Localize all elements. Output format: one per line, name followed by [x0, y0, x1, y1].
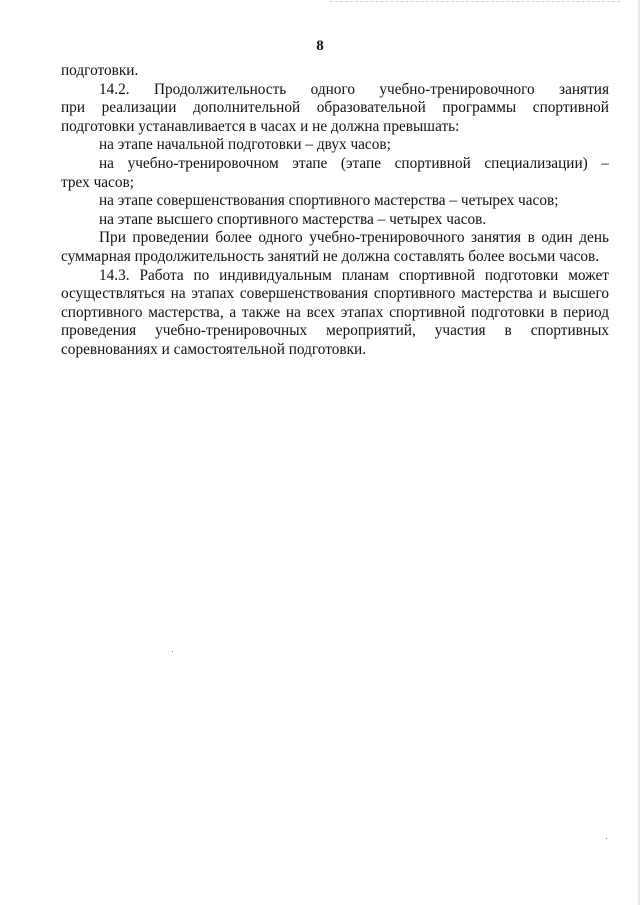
- scan-speck: [172, 651, 173, 652]
- text-line: подготовки.: [61, 62, 139, 79]
- section-14-2-heading-line: 14.2. Продолжительность одного учебно-тренировочного занятия: [99, 80, 609, 98]
- list-item: на этапе совершенствования спортивного мастерства – четырех часов;: [99, 192, 559, 210]
- list-item: на этапе начальной подготовки – двух часов;: [99, 136, 391, 154]
- text-line: спортивного мастерства, а также на всех этапах спортивной подготовки в период: [61, 303, 609, 321]
- text-line: соревнованиях и самостоятельной подготовки.: [61, 340, 367, 358]
- text-line: осуществляться на этапах совершенствования спортивного мастерства и высшего: [61, 285, 609, 303]
- text-line: при реализации дополнительной образовательной программы спортивной: [61, 99, 609, 117]
- text-line: проведения учебно-тренировочных мероприятий, участия в спортивных: [61, 322, 609, 340]
- list-item: на этапе высшего спортивного мастерства – четырех часов.: [99, 210, 487, 228]
- scan-speck: [606, 838, 607, 839]
- list-item: на учебно-тренировочном этапе (этапе спортивной специализации) –: [99, 154, 609, 172]
- text-line: трех часов;: [61, 173, 134, 191]
- page-number: 8: [316, 38, 324, 54]
- paragraph-line: При проведении более одного учебно-тренировочного занятия в один день: [99, 229, 609, 247]
- document-body: [61, 62, 609, 360]
- text-line: подготовки устанавливается в часах и не должна превышать:: [61, 117, 460, 135]
- text-line: суммарная продолжительность занятий не должна составлять более восьми часов.: [61, 247, 600, 265]
- scan-artifact-top: [330, 1, 620, 3]
- section-14-3-heading-line: 14.3. Работа по индивидуальным планам спортивной подготовки может: [99, 266, 609, 284]
